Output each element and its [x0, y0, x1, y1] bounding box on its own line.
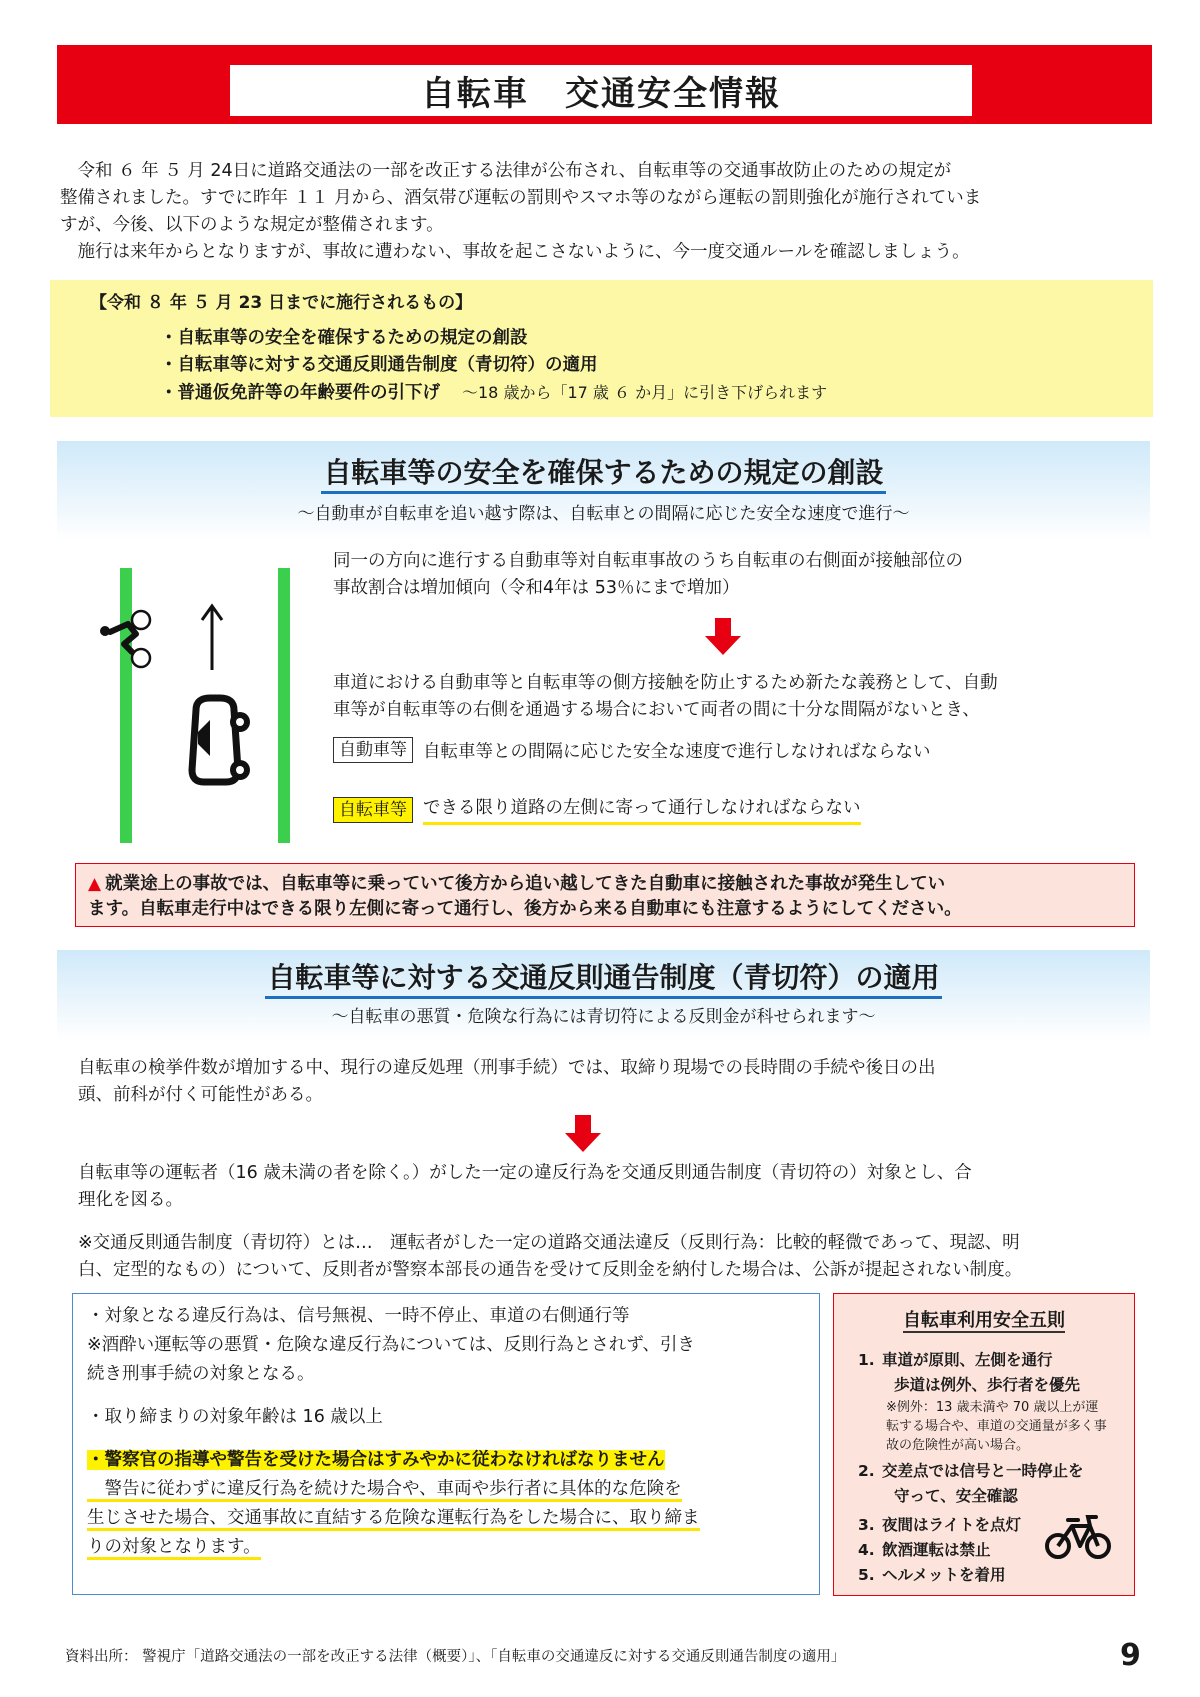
- rule-text: 交差点では信号と一時停止を: [882, 1462, 1084, 1480]
- section2-para3: [78, 1230, 1022, 1284]
- section1-para2: [333, 670, 998, 724]
- section2-para3-line: ※交通反則通告制度（青切符）とは… 運転者がした一定の道路交通法違反（反則行為：比較的軽微であって、現認、明: [78, 1233, 1020, 1253]
- enforcement-item-text: ・普通仮免許等の年齢要件の引下げ: [160, 383, 440, 403]
- lane-line-right: [278, 568, 290, 843]
- rule-1-line2: 歩道は例外、歩行者を優先: [894, 1376, 1081, 1394]
- enforcement-item: ・自転車等に対する交通反則通告制度（青切符）の適用: [160, 355, 598, 375]
- intro-line: すが、今後、以下のような規定が整備されます。: [60, 215, 444, 235]
- rule-number: 5.: [858, 1566, 875, 1584]
- penalty-line: ・対象となる違反行為は、信号無視、一時不停止、車道の右側通行等: [87, 1306, 630, 1326]
- section1-para1-line: 事故割合は増加傾向（令和4年は 53％にまで増加）: [333, 578, 740, 598]
- bike-rule: できる限り道路の左側に寄って通行しなければならない: [423, 794, 861, 825]
- source-citation: 資料出所： 警視庁「道路交通法の一部を改正する法律（概要）」、「自転車の交通違反に対する交通反則通告制度の適用」: [65, 1649, 846, 1665]
- penalty-line: ※酒酔い運転等の悪質・危険な違反行為については、反則行為とされず、引き: [87, 1335, 695, 1355]
- five-rules-box: [833, 1293, 1135, 1596]
- bike-obligation: [333, 794, 861, 825]
- rule-1-note: [846, 1398, 1122, 1455]
- penalty-line: [87, 1504, 805, 1533]
- rule-number: 3.: [858, 1516, 875, 1534]
- section2-para3-line: 白、定型的なもの）について、反則者が警察本部長の通告を受けて反則金を納付した場合は、公訴が提起されない制度。: [78, 1260, 1023, 1280]
- bike-tag: 自転車等: [333, 797, 413, 823]
- car-obligation: [333, 737, 931, 763]
- section1-para1: [333, 548, 963, 602]
- section1-title: [57, 451, 1150, 491]
- rule-5: [846, 1563, 1122, 1588]
- penalty-line-text: 警告に従わずに違反行為を続けた場合や、車両や歩行者に具体的な危険を: [87, 1479, 682, 1502]
- section2-title: [57, 956, 1150, 996]
- section1-para1-line: 同一の方向に進行する自動車等対自転車事故のうち自転車の右側面が接触部位の: [333, 551, 963, 571]
- section1-subtitle: ～自動車が自転車を追い越す際は、自転車との間隔に応じた安全な速度で進行～: [297, 504, 910, 524]
- enforcement-list: [160, 325, 827, 407]
- car-icon: [192, 698, 250, 782]
- enforcement-item-note: ～18 歳から「17 歳 ６ か月」に引き下げられます: [462, 383, 828, 402]
- rule-number: 1.: [858, 1351, 875, 1369]
- penalty-line: ・取り締まりの対象年齢は 16 歳以上: [87, 1407, 383, 1427]
- five-rules-title-text: 自転車利用安全五則: [903, 1310, 1065, 1331]
- intro-line: 施行は来年からとなりますが、事故に遭わない、事故を起こさないように、今一度交通ルールを確認しましょう。: [60, 242, 970, 262]
- rule-2-line2: 守って、安全確認: [894, 1487, 1018, 1505]
- up-arrow-icon: [202, 606, 222, 670]
- rule-1: [846, 1348, 1122, 1373]
- penalty-line: [87, 1475, 805, 1504]
- section2-subtitle: ～自転車の悪質・危険な行為には青切符による反則金が科せられます～: [331, 1007, 876, 1027]
- rule-text: ヘルメットを着用: [882, 1566, 1006, 1584]
- section1-header: [57, 441, 1150, 541]
- rule-2: [846, 1459, 1122, 1484]
- section2-para1-line: 頭、前科が付く可能性がある。: [78, 1085, 323, 1105]
- penalty-line-text: りの対象となります。: [87, 1537, 261, 1560]
- section2-para2-line: 理化を図る。: [78, 1190, 183, 1210]
- rule-number: 2.: [858, 1462, 875, 1480]
- section2-header: [57, 950, 1150, 1040]
- enforcement-item: ・自転車等の安全を確保するための規定の創設: [160, 328, 528, 348]
- intro-line: 整備されました。すでに昨年 １１ 月から、酒気帯び運転の罰則やスマホ等のながら運転の罰則強化が施行されていま: [60, 188, 982, 208]
- penalty-line: [87, 1446, 805, 1475]
- page-title: 自転車 交通安全情報: [230, 65, 972, 116]
- section2-para1: [78, 1055, 936, 1109]
- rule-text: 飲酒運転は禁止: [882, 1541, 991, 1559]
- lane-line-left: [120, 568, 132, 843]
- warning-icon: ▲: [88, 874, 102, 894]
- rule-note-line: ※例外：13 歳未満や 70 歳以上が運: [886, 1400, 1099, 1415]
- warning-line: ます。自転車走行中はできる限り左側に寄って通行し、後方から来る自動車にも注意するようにしてください。: [88, 899, 962, 919]
- enforcement-heading: 【令和 ８ 年 ５ 月 23 日までに施行されるもの】: [90, 293, 473, 313]
- penalty-line: [87, 1533, 805, 1562]
- intro-line: 令和 ６ 年 ５ 月 24日に道路交通法の一部を改正する法律が公布され、自転車等の交通事故防止のための規定が: [60, 161, 952, 181]
- section1-para2-line: 車道における自動車等と自転車等の側方接触を防止するため新たな義務として、自動: [333, 673, 998, 693]
- rule-text: 夜間はライトを点灯: [882, 1516, 1022, 1534]
- enforcement-box: [50, 280, 1153, 417]
- warning-line: [88, 872, 1122, 897]
- down-arrow-icon: [563, 1115, 603, 1153]
- section1-title-text: 自転車等の安全を確保するための規定の創設: [321, 456, 885, 494]
- rule-text: 車道が原則、左側を通行: [882, 1351, 1053, 1369]
- rule-number: 4.: [858, 1541, 875, 1559]
- intro-text: [60, 158, 1150, 266]
- bicycle-icon: [1044, 1512, 1114, 1562]
- five-rules-title: [846, 1306, 1122, 1332]
- section2-para2: [78, 1160, 972, 1214]
- section2-title-text: 自転車等に対する交通反則通告制度（青切符）の適用: [265, 961, 941, 999]
- penalty-details-box: [72, 1293, 820, 1595]
- section1-para2-line: 車等が自転車等の右側を通過する場合において両者の間に十分な間隔がないとき、: [333, 700, 980, 720]
- page-number: 9: [1120, 1638, 1141, 1673]
- rule-note-line: 転する場合や、車道の交通量が多く事: [886, 1419, 1107, 1434]
- warning-box: [75, 863, 1135, 927]
- section2-para1-line: 自転車の検挙件数が増加する中、現行の違反処理（刑事手続）では、取締り現場での長時間の手続や後日の出: [78, 1058, 936, 1078]
- car-rule: 自転車等との間隔に応じた安全な速度で進行しなければならない: [423, 741, 931, 762]
- section2-para2-line: 自転車等の運転者（16 歳未満の者を除く。）がした一定の違反行為を交通反則通告制度（青切符の）対象とし、合: [78, 1163, 972, 1183]
- passing-illustration: [80, 560, 320, 850]
- rule-note-line: 故の危険性が高い場合。: [886, 1438, 1030, 1453]
- penalty-line: 続き刑事手続の対象となる。: [87, 1364, 315, 1384]
- warning-text: 就業途上の事故では、自転車等に乗っていて後方から追い越してきた自動車に接触された事故が発生してい: [105, 874, 946, 894]
- police-instruction-highlight: ・警察官の指導や警告を受けた場合はすみやかに従わなければなりません: [87, 1450, 665, 1470]
- down-arrow-icon: [703, 618, 743, 656]
- penalty-line-text: 生じさせた場合、交通事故に直結する危険な運転行為をした場合に、取り締ま: [87, 1508, 700, 1531]
- enforcement-item: [160, 379, 827, 407]
- car-tag: 自動車等: [333, 737, 413, 763]
